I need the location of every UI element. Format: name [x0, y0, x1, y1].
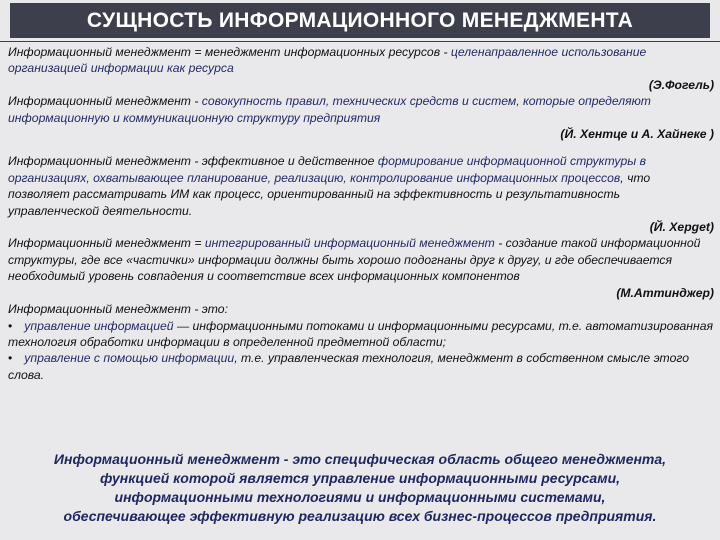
summary-line: Информационный менеджмент - это специфическая область общего менеджмента, — [53, 451, 667, 467]
author-herget: (Й. Херget) — [649, 220, 714, 235]
definition-vogel — [8, 44, 714, 77]
bullet-item — [8, 350, 714, 383]
bullet-marker: • — [8, 318, 13, 333]
definition-lead: Информационный менеджмент - — [8, 94, 202, 109]
summary-line: обеспечивающее эффективную реализацию всех бизнес-процессов предприятия. — [63, 508, 657, 524]
definition-tail: - создание такой информационной структуры, где все «частички» информации должны быть хорошо подогнаны друг к другу, и где обеспечивается необходимый уровень совпадения и соответствие всех информационных компонентов — [8, 236, 701, 284]
definition-herget — [8, 153, 714, 219]
spacer — [8, 142, 714, 153]
definition-tail: , что позволяет рассматривать ИМ как процесс, ориентированный на эффективность и результативность управленческой деятельности. — [8, 170, 651, 218]
summary-block — [0, 450, 720, 526]
bullet-tail: , т.е. управленческая технология, менеджмент в собственном смысле этого слова. — [8, 351, 690, 382]
bullet-marker: • — [8, 351, 13, 366]
definition-lead: Информационный менеджмент = менеджмент информационных ресурсов - — [8, 45, 451, 59]
slide-title: СУЩНОСТЬ ИНФОРМАЦИОННОГО МЕНЕДЖМЕНТА — [10, 3, 710, 38]
definition-lead: Информационный менеджмент = — [8, 236, 205, 251]
definitions-block — [8, 44, 714, 383]
summary-line: функцией которой является управление информационными ресурсами, — [99, 470, 621, 486]
definition-lead: Информационный менеджмент - эффективное и действенное — [8, 154, 378, 169]
definition-hentze — [8, 93, 714, 126]
author-vogel: (Э.Фогель) — [648, 77, 714, 92]
definition-highlight: совокупность правил, технических средств и систем, которые определяют информационную и коммуникационную структуру предприятия — [8, 94, 651, 125]
definition-attinger — [8, 235, 714, 284]
title-divider — [0, 41, 720, 42]
author-attinger: (М.Аттинджер) — [616, 285, 714, 300]
summary-line: информационными технологиями и информационными системами, — [114, 489, 606, 505]
bullet-item — [8, 318, 714, 351]
author-hentze-heinecke: (Й. Хентце и А. Хайнеке ) — [560, 127, 714, 142]
bullet-highlight: управление информацией — [24, 318, 174, 333]
definition-list-intro: Информационный менеджмент - это: — [8, 302, 228, 317]
definition-highlight: формирование информационной структуры в организациях, охватывающее планирование, реализацию, контролирование информационных процессов — [8, 154, 646, 185]
bullet-highlight: управление с помощью информации — [24, 351, 235, 366]
definition-highlight: интегрированный информационный менеджмент — [204, 236, 495, 251]
definition-highlight: целенаправленное использование организацией информации как ресурса — [8, 45, 647, 76]
bullet-tail: — информационными потоками и информационными ресурсами, т.е. автоматизированная технология обработки информации в определенной предметной области; — [8, 318, 713, 349]
